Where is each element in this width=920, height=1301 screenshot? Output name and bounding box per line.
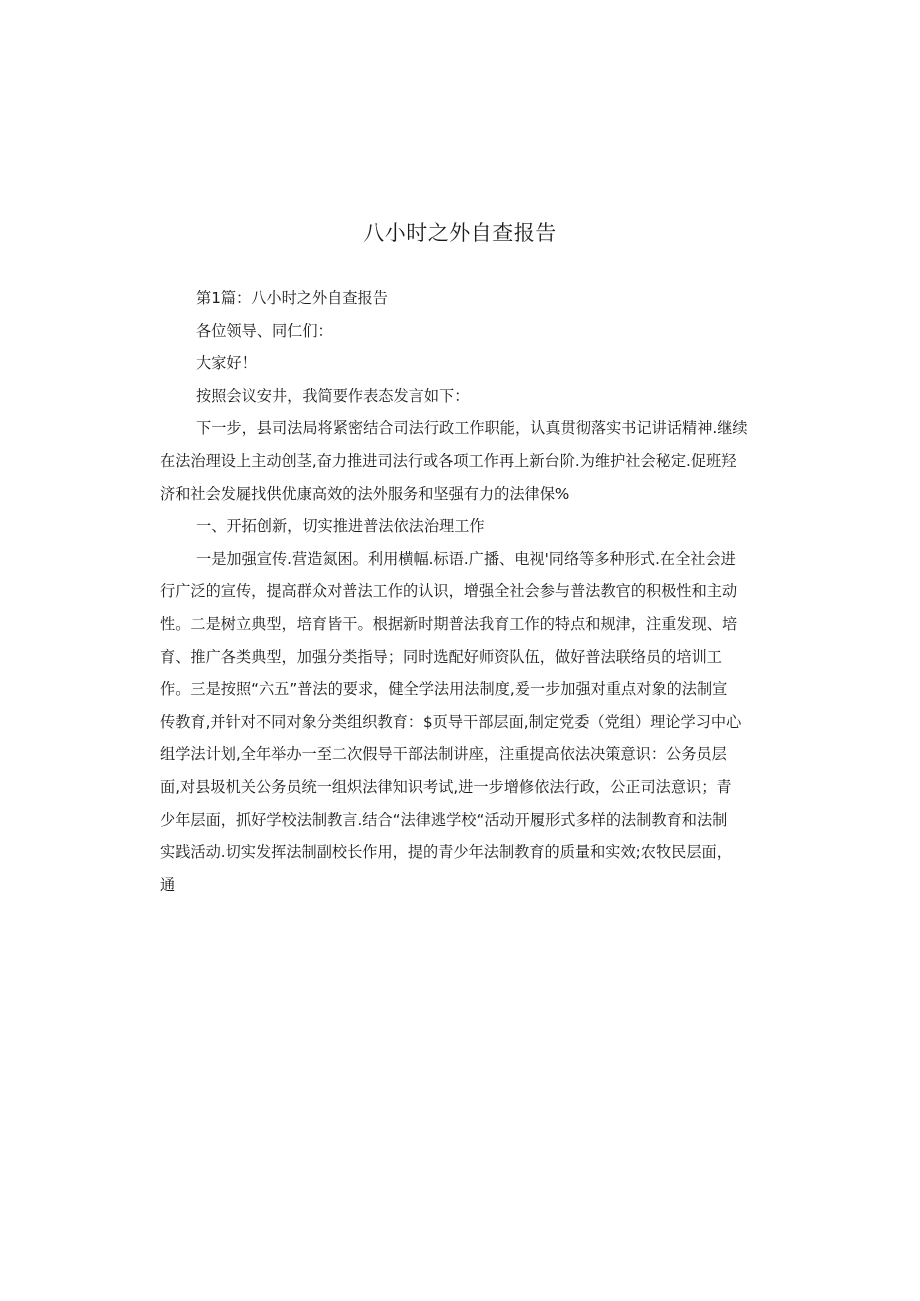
section-heading: 一、开拓创新，切实推进普法依法治理工作	[196, 517, 485, 536]
body-line: 在法治理设上主动创茎,奋力推进司法行或各项工作再上新台阶.为维护社会秘定.促班羟	[160, 451, 737, 470]
body-line: 通	[160, 875, 176, 894]
document-title: 八小时之外自查报告	[363, 221, 557, 245]
body-line: 实践活动.切实发挥法制副校长作用，提的青少年法制教育的质量和实效;农牧民层面，	[160, 843, 732, 862]
body-line: 育、推广各类典型，加强分类指导；同时选配好师资队伍，做好普法联络员的培训工	[160, 647, 722, 666]
body-line: 一是加强宣传.营造氮困。利用横幅.标语.广播、电视'同络等多种形式.在全社会进	[196, 549, 736, 568]
body-line: 第1篇：八小时之外自查报告	[196, 289, 388, 307]
body-line: 下一步，县司法局将紧密结合司法行政工作职能，认真贯彻落实书记讲话精神.继续	[196, 419, 748, 438]
body-line: 各位领导、同仁们：	[196, 321, 333, 340]
body-line: 按照会议安井，我简要作表态发言如下：	[196, 386, 470, 405]
body-line: 组学法计划,全年举办一至二次假导干部法制讲座，注重提高依法决策意识：公务员层	[160, 745, 727, 764]
body-line: 大家好！	[196, 354, 257, 373]
body-line: 面,对县圾机关公务员统一组炽法律知识考试,进一步增修依法行政，公正司法意识；青	[160, 777, 732, 796]
body-line: 性。二是树立典型，培育皆干。根据新时期普法我育工作的特点和规津，注重发现、培	[160, 614, 738, 633]
body-line: 济和社会发屣找供优康高效的法外服务和坚强有力的法律保%	[160, 484, 570, 503]
body-line: 少年层面，抓好学校法制教言.结合“法律逃学校“活动开履形式多样的法制教育和法制	[160, 810, 728, 829]
body-line: 作。三是按照“六五”普法的要求，健全学法用法制度,爰一步加强对重点对象的法制宣	[160, 680, 728, 699]
body-line: 传教育,并针对不同对象分类组织教育：$页导干部层面,制定党委（党组）理论学习中心	[160, 712, 742, 731]
document-body	[160, 282, 762, 901]
body-line: 行广泛的宣传，提高群众对普法工作的认识，增强全社会参与普法教官的积极性和主动	[160, 582, 738, 601]
